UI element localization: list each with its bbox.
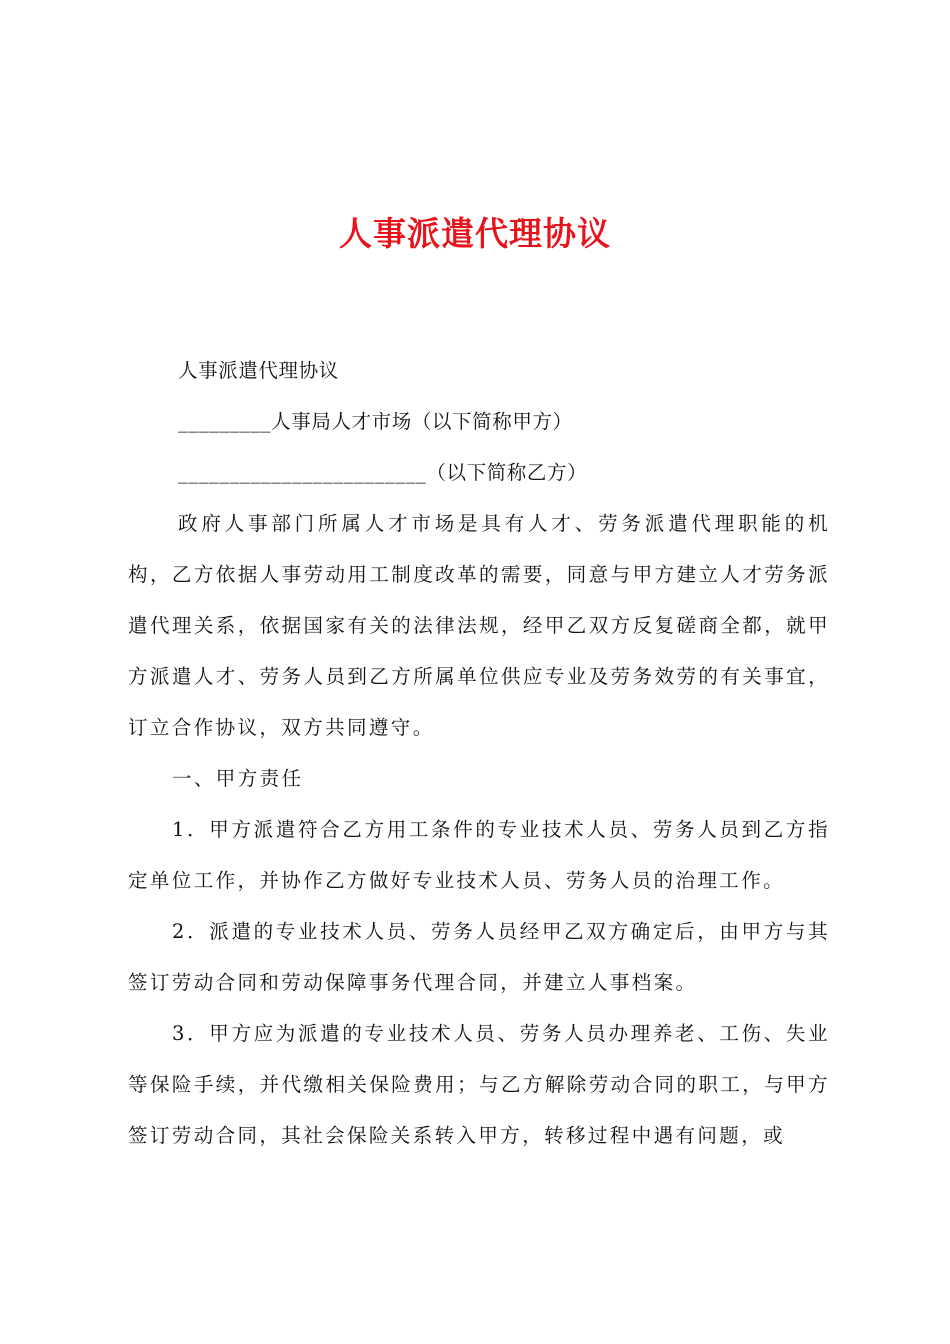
clause-1: 1．甲方派遣符合乙方用工条件的专业技术人员、劳务人员到乙方指定单位工作，并协作乙方做好专业技术人员、劳务人员的治理工作。 bbox=[128, 818, 830, 892]
section-heading-party-a: 一、甲方责任 bbox=[172, 767, 304, 790]
document-body bbox=[128, 345, 830, 1161]
clause-2: 2．派遣的专业技术人员、劳务人员经甲乙双方确定后，由甲方与其签订劳动合同和劳动保障事务代理合同，并建立人事档案。 bbox=[128, 920, 830, 994]
party-b-line: ________________________（以下简称乙方） bbox=[178, 461, 588, 484]
clause-3: 3．甲方应为派遣的专业技术人员、劳务人员办理养老、工伤、失业等保险手续，并代缴相关保险费用；与乙方解除劳动合同的职工，与甲方签订劳动合同，其社会保险关系转入甲方，转移过程中遇有问题，或 bbox=[128, 1022, 830, 1147]
paragraph-heading: 人事派遣代理协议 bbox=[178, 359, 339, 382]
party-a-line: _________人事局人才市场（以下简称甲方） bbox=[178, 410, 573, 433]
document-title: 人事派遣代理协议 bbox=[339, 214, 611, 253]
paragraph-preamble: 政府人事部门所属人才市场是具有人才、劳务派遣代理职能的机构，乙方依据人事劳动用工制度改革的需要，同意与甲方建立人才劳务派遣代理关系，依据国家有关的法律法规，经甲乙双方反复磋商全都，就甲方派遣人才、劳务人员到乙方所属单位供应专业及劳务效劳的有关事宜，订立合作协议，双方共同遵守。 bbox=[128, 512, 830, 739]
